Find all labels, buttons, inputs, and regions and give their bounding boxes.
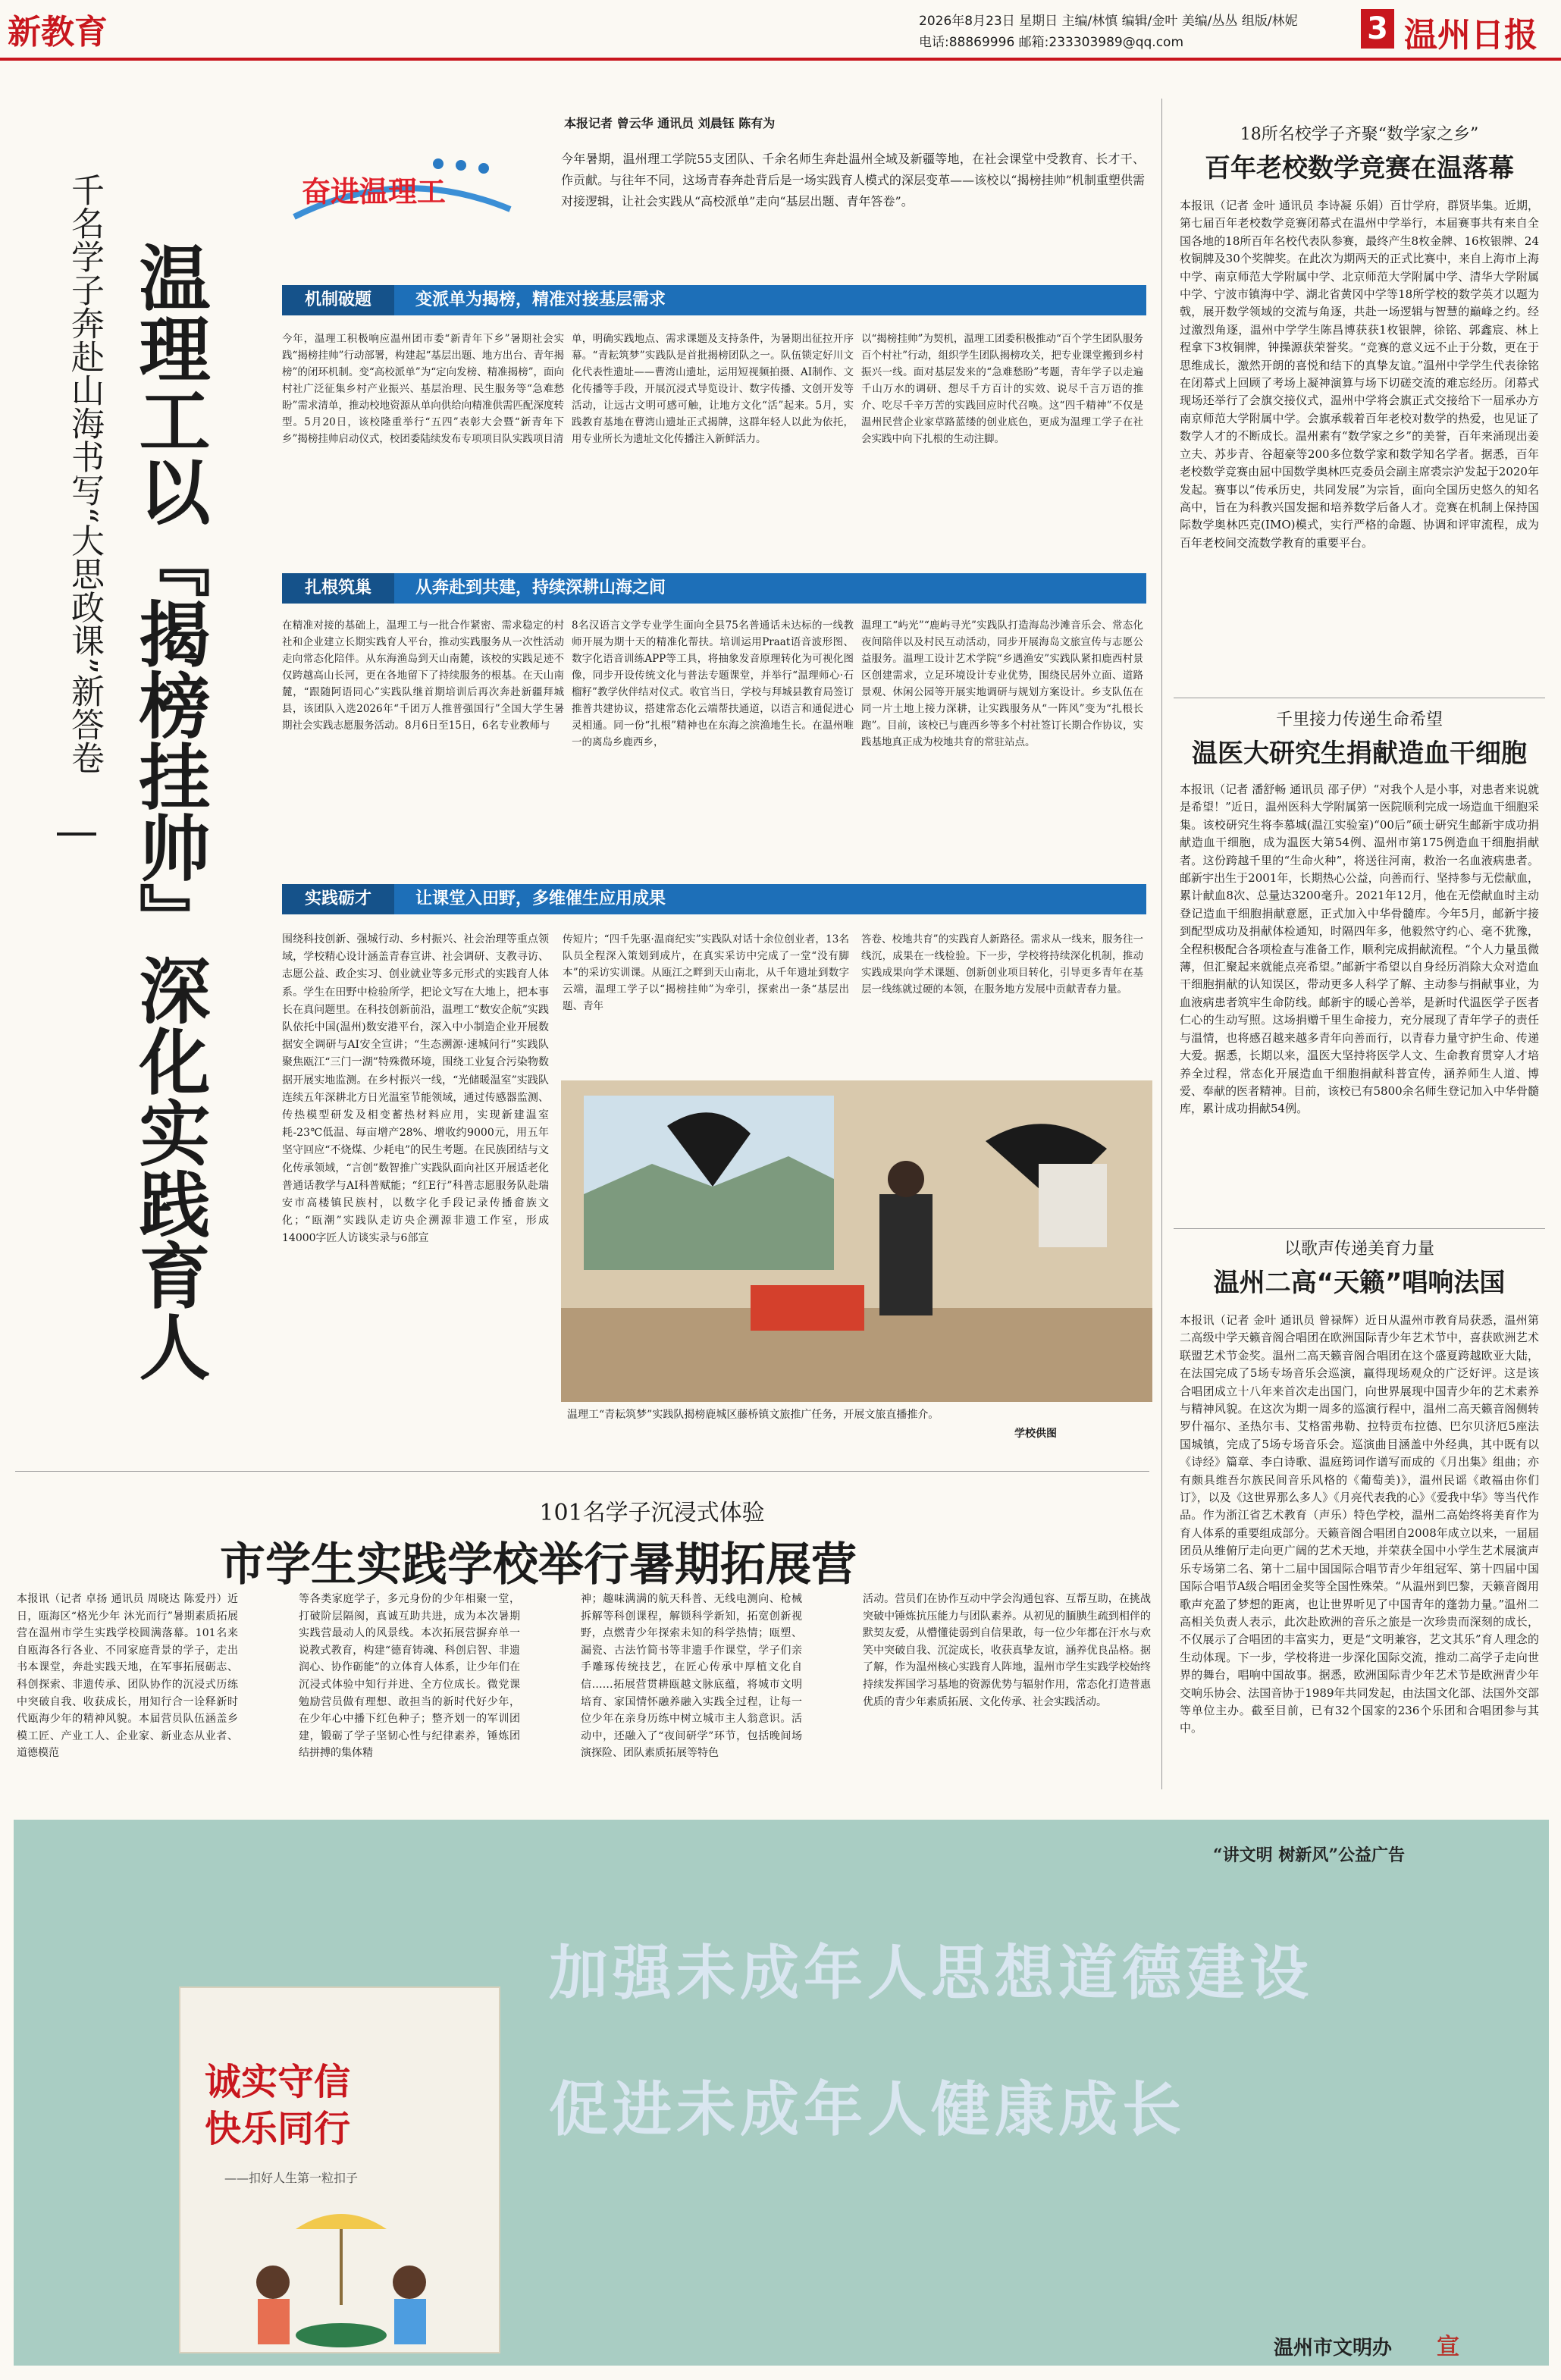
ad-tag: “讲文明 树新风”公益广告: [1213, 1845, 1405, 1865]
ad-slogan-2: 促进未成年人健康成长: [549, 2075, 1186, 2144]
bottom-col-2: 等各类家庭学子，多元身份的少年相聚一堂，打破阶层隔阂，真诚互助共进，成为本次暑期实践营最动人的风景线。本次拓展营摒弃单一说教式教育，构建“德育铸魂、科创启智、非遗润心、协作砺能”的立体育人体系，让少年们在沉浸式体验中知行并进、全方位成长。微党课勉励营员做有理想、敢担当的新时代好少年，在少年心中播下红色种子；整齐划一的军训团建，锻砺了学子坚韧心性与纪律素养，锤炼团结拼搏的集体精: [299, 1593, 520, 1760]
right-1-body: 本报讯（记者 金叶 通讯员 李诗凝 乐娟）百廿学府，群贤毕集。近期，第七届百年老校数学竞赛闭幕式在温州中学举行，本届赛事共有来自全国各地的18所百年名校代表队参赛，最终产生8枚金牌、16枚银牌、24枚铜牌及30个奖牌奖。在此次为期两天的正式比赛中，来自上海市上海中学、南京师范大学附属中学、北京师范大学附属中学、清华大学附属中学、宁波市镇海中学、湖北省黄冈中学等18所学校的数学英才以题为戟，展开数学领域的交流与角逐，共赴一场逻辑与智慧的巅峰之约。经过激烈角逐，温州中学学生陈昌博获获1枚银牌，徐铭、郭鑫宸、林上程拿下3枚铜牌，钟操源获荣誉奖。“竞赛的意义远不止于分数，更在于思维成长，激然开朗的喜悦和结下的真挚友谊。”温州中学学生代表徐铭在闭幕式上回顾了考场上凝神演算与场下切磋交流的难忘经历。闭幕式现场还举行了会旗交接仪式，温州中学将会旗正式交接给下一届承办方南京师范大学附属中学。会旗承载着百年老校对数学的热爱，也见证了数学人才的不断成长。温州素有“数学家之乡”的美誉，百年来涌现出姜立夫、苏步青、谷超豪等200多位数学家和数学知名学者。据悉，百年老校数学竞赛由屈中国数学奥林匹克委员会副主席裘宗沪发起于2020年发起。赛事以“传承历史，共同发展”为宗旨，面向全国历史悠久的知名高中，旨在为科教兴国发掘和培养数学后备人才。竞赛在机制上保持国际数学奥林匹克(IMO)模式，实行严格的命题、协调和评审流程，成为百年老校间交流数学教育的重要平台。: [1180, 199, 1539, 550]
child-icon: [256, 2266, 290, 2299]
photo-caption: 温理工“青耘筑梦”实践队揭榜鹿城区藤桥镇文旅推广任务，开展文旅直播推介。: [567, 1409, 939, 1421]
products: [751, 1285, 864, 1331]
bottom-col-4: 活动。营员们在协作互动中学会沟通包容、互帮互助，在挑战突破中锤炼抗压能力与团队素养。从初见的腼腆生疏到相伴的默契友爱，从懵懂徒弱到自信果敢，每一位少年都在汗水与欢笑中突破自我、沉淀成长，收获真挚友谊，涵养优良品格。据了解，作为温州核心实践育人阵地，温州市学生实践学校始终持续发挥国学习基地的资源优势与辐射作用，常态化打造普惠优质的青少年素质拓展、文化传承、社会实践活动。: [863, 1593, 1151, 1708]
row-divider: [1174, 1228, 1545, 1229]
runner-icon: [478, 163, 489, 174]
section-subtitle: 变派单为揭榜，精准对接基层需求: [415, 290, 666, 309]
lead-intro: 今年暑期，温州理工学院55支团队、千余名师生奔赴温州全域及新疆等地，在社会课堂中受教育、长才干、作贡献。与往年不同，这场青春奔赴背后是一场实践育人模式的深层变革——该校以“揭榜挂帅”机制重塑供需对接逻辑，让社会实践从“高校派单”走向“基层出题、青年答卷”。: [561, 152, 1145, 209]
s3-col-3: 答卷、校地共育”的实践育人新路径。需求从一线来，服务往一线沉，成果在一线检验。下一步，学校将持续深化机制，推动实践成果向学术课题、创新创业项目转化，引导更多青年在基层一线练就过硬的本领，在服务地方发展中贡献青春力量。: [861, 933, 1143, 996]
person: [879, 1194, 933, 1315]
bottom-col-3: 神；趣味满满的航天科普、无线电测向、枪械拆解等科创课程，解锁科学新知，拓宽创新视野，点燃青少年探索未知的科学热情；瓯塑、漏瓷、古法竹简书等非遗手作课堂，学子们亲手雕琢传统技艺，在匠心传承中厚植文化自信……拓展营贯耕瓯越文脉底蕴，将城市文明培育、家国情怀融养融入实践全过程，让每一位少年在亲身历练中树立城市主人翁意识。活动中，还融入了“夜间研学”环节，包括晚间场演探险、团队素质拓展等特色: [581, 1593, 802, 1760]
bottom-col-1: 本报讯（记者 卓扬 通讯员 周晓达 陈爱丹）近日，瓯海区“格光少年 沐光而行”暑期素质拓展营在温州市学生实践学校圆满落幕。101名来自瓯海各行各业、不同家庭背景的学子，走出书本课堂，奔赴实践天地，在军事拓展砺志、科创探索、非遗传承、团队协作的沉浸式历练中突破自我、收获成长，用知行合一诠释新时代瓯海少年的精神风貌。本届营员队伍涵盖乡模工匠、产业工人、企业家、新业态从业者、道德模范: [17, 1593, 238, 1760]
section-bar-1: [282, 285, 1146, 315]
masthead-info: [919, 11, 1298, 53]
child-icon: [393, 2266, 426, 2299]
kicker-rule: [57, 833, 96, 836]
column-logo: [287, 149, 514, 232]
bottom-headline: 市学生实践学校举行暑期拓展营: [220, 1538, 857, 1591]
softbox: [1039, 1164, 1107, 1247]
person-head: [888, 1161, 924, 1197]
bottom-kicker: 101名学子沉浸式体验: [539, 1500, 765, 1526]
right-3-body: 本报讯（记者 金叶 通讯员 曾禄辉）近日从温州市教育局获悉，温州第二高级中学天籁音阁合唱团在欧洲国际青少年艺术节中，喜获欧洲艺术联盟艺术节金奖。温州二高天籁音阁合唱团在这个盛夏跨越欧亚大陆，在法国完成了5场专场音乐会巡演，赢得现场观众的广泛好评。这是该合唱团成立十八年来首次走出国门，向世界展现中国青少年的艺术素养与精神风貌。在这次为期一周多的巡演行程中，温州二高天籁音阁侧转罗什福尔、圣热尔韦、艾格雷弗勒、拉特贡布拉德、巴尔贝济厄5座法国城镇，完成了5场专场音乐会。巡演曲目涵盖中外经典，其中既有以《诗经》篇章、李白诗歌、温庭筠词作谱写而成的《月出集》组曲；亦有颇具维吾尔族民间音乐风格的《葡萄美)》，温州民谣《敢福由你们订》，以及《这世界那么多人》《月亮代表我的心》《爱我中华》等当代作品。作为浙江省艺术教育（声乐）特色学校，温州二高始终将美育作为育人体系的重要组成部分。天籁音阁合唱团自2008年成立以来，一届届团员从维俯厅走向更广阔的艺术天地，并荣获全国中小学生艺术展演声乐专场第二名、第十二届中国国际合唱节青少年组冠军、第十四届中国国际合唱节A级合唱团金奖等全国性殊荣。“从温州到巴黎，天籁音阁用歌声充盈了梦想的距离，也让世界听见了中国青年的蓬勃力量。”温州二高相关负责人表示，此次赴欧洲的音乐之旅是一次珍贵而深刻的成长，不仅展示了合唱团的丰富实力，更是“文明兼容，艺文其乐”育人理念的生动体现。下一步，学校将进一步深化国际交流，推动二高学子走向世界的舞台，唱响中国故事。据悉，欧洲国际青少年艺术节是欧洲青少年交响乐协会、法国音协于1989年共同发起，由法国文化部、法国外交部等单位主办。截至目前，已有32个国家的236个乐团和合唱团参与其中。: [1180, 1313, 1539, 1736]
row-divider: [15, 1471, 1149, 1472]
right-3-headline: 温州二高“天籁”唱响法国: [1213, 1268, 1506, 1298]
section-bar-3: [282, 884, 1146, 914]
photo-illustration: [561, 1080, 1152, 1402]
notebook-subtitle: ——扣好人生第一粒扣子: [224, 2171, 359, 2185]
right-1-kicker: 18所名校学子齐聚“数学家之乡”: [1240, 125, 1479, 144]
section-label: 实践砺才: [282, 884, 394, 914]
runner-icon: [456, 160, 466, 171]
children-illustration: [182, 2199, 500, 2350]
s3-col-2: 传短片；“四千先驱·温商纪实”实践队对话十余位创业者，13名队员全程深入策划到成片，在真实采访中完成了一堂“没有脚本”的采访实训课。从瓯江之畔到天山南北，从千年遗址到数字云端，温理工学子以“揭榜挂帅”为牵引，探索出一条“基层出题、青年: [563, 933, 849, 1012]
right-2-headline: 温医大研究生捐献造血干细胞: [1192, 738, 1527, 769]
section-bar-2: [282, 573, 1146, 604]
lead-byline: 本报记者 曾云华 通讯员 刘晨钰 陈有为: [564, 116, 776, 130]
paper-name: 温州日报: [1404, 16, 1537, 55]
watermelon-icon: [296, 2323, 387, 2347]
s2-col-3: 温理工“屿光”“鹿屿寻光”实践队打造海岛沙滩音乐会、常态化夜间陪伴以及村民互动活动，同步开展海岛文旅宣传与志愿公益服务。温理工设计艺术学院“乡遇渔安”实践队紧扣鹿西村景区创建需求，立足环境设计专业优势，围绕民居外立面、道路景观、休闲公园等开展实地调研与规划方案设计。乡支队伍在同一片土地上接力深耕，让实践服务从“一阵风”变为“扎根长跑”。目前，该校已与鹿西乡等多个村社签订长期合作协议，实践基地真正成为校地共育的常驻站点。: [861, 619, 1143, 748]
s3-col-1: 围绕科技创新、强城行动、乡村振兴、社会治理等重点领域，学校精心设计涵盖青春宣讲、社会调研、支教寻访、志愿公益、政企实习、创业就业等多元形式的实践育人体系。学生在田野中检验所学，把论文写在大地上，把本事长在真问题里。在科技创新前沿，温理工“数安企航”实践队依托中国(温州)数安港平台，深入中小制造企业开展数据安全调研与AI安全宣讲；“生态溯源·速城问行”实践队聚焦瓯江“三门一湖”特殊微环境，围绕工业复合污染物数据开展实地监测。在乡村振兴一线，“光储暖温室”实践队连续五年深耕北方日光温室节能领域，通过传感器监测、传热模型研发及相变蓄热材料应用，实现新建温室耗-23℃低温、每亩增产28%、增收约9000元，用五年坚守回应“不烧煤、少耗电”的民生考题。在民族团结与文化传承领域，“言创”数智推广实践队面向社区开展适老化普通话教学与AI科普赋能；“红E行”科普志愿服务队赴瑞安市高楼镇民族村，以数字化手段记录传播畲族文化；“瓯潮”实践队走访央企溯源非遗工作室，形成14000字匠人访谈实录与6部宣: [282, 933, 549, 1245]
section-label: 机制破题: [282, 285, 394, 315]
lead-headline: 温理工以『揭榜挂帅』深化实践育人: [127, 241, 209, 1381]
s1-col-1: 今年，温理工积极响应温州团市委“新青年下乡”暑期社会实践“揭榜挂帅”行动部署，构建起“基层出题、地方出台、青年揭榜”的闭环机制。变“高校派单”为“定向发榜、精准揭榜”，面向村社广泛征集乡村产业振兴、基层治理、民生服务等“急难愁盼”需求清单，推动校地资源从单向供给向精准供需匹配深度转型。5月20日，该校隆重举行“五四”表彰大会暨“新青年下乡”揭榜挂帅启动仪式，校团委陆续发布专项项目队实践项目清: [282, 333, 565, 445]
right-2-kicker: 千里接力传递生命希望: [1275, 710, 1443, 729]
notebook-title: [205, 2059, 350, 2153]
s1-col-2: 单，明确实践地点、需求课题及支持条件，为暑期出征拉开序幕。“青耘筑梦”实践队是首批揭榜团队之一。队伍锁定好川文化代表性遗址——曹湾山遗址，运用短视频拍摄、AI制作、文化传播等手段，开展沉浸式导览设计、数字传播、文创开发等活动，让远古文明可感可触，让地方文化“活”起来。5月，实践教育基地在曹湾山遗址正式揭牌，这群年轻人以此为依托，用专业所长为遗址文化传播注入新鲜活力。: [572, 333, 854, 445]
lead-photo: [561, 1080, 1152, 1402]
right-2-body: 本报讯（记者 潘舒畅 通讯员 邵子伊）“对我个人是小事，对患者来说就是希望！”近日，温州医科大学附属第一医院顺利完成一场造血干细胞采集。该校研究生将李慕城(温江实验室)“00后”硕士研究生邮新宇成功捐献造血干细胞，成为温医大第54例、温州市第175例造血干细胞捐献者。这份跨越千里的“生命火种”，将送往河南，救治一名血液病患者。邮新宇出生于2001年，长期热心公益，向善而行、坚持参与无偿献血，累计献血8次、总量达3200毫升。2021年12月，他在无偿献血时主动登记造血干细胞捐献意愿，正式加入中华骨髓库。今年5月，邮新宇接到配型成功及捐献体检通知，时隔四年多，他毅然守约心、毫不犹豫，全程积极配合各项检查与准备工作，顺利完成捐献流程。“个人力量虽微薄，但汇聚起来就能点亮希望。”邮新宇希望以自身经历消除大众对造血干细胞捐献的认知误区，带动更多人科学了解、主动参与捐献事业，为血液病患者筑牢生命防线。邮新宇的暖心善举，是新时代温医学子医者仁心的生动写照。这场捐赠千里生命接力，充分展现了青年学子的责任与温情，也将感召越来越多青年向善而行，以青春力量守护生命、传递大爱。据悉，长期以来，温医大坚持将医学人文、生命教育贯穿人才培养全过程，常态化开展造血干细胞捐献科普宣传，涵养师生人道、博爱、奉献的医者精神。目前，该校已有5800余名师生登记加入中华骨髓库，累计成功捐献54例。: [1180, 782, 1539, 1116]
section-subtitle: 从奔赴到共建，持续深耕山海之间: [415, 579, 666, 597]
date-line: 2026年8月23日 星期日 主编/林慎 编辑/金叶 美编/丛丛 组版/林妮: [919, 14, 1298, 29]
notebook-title-line: 快乐同行: [205, 2108, 351, 2150]
right-1-headline: 百年老校数学竞赛在温落幕: [1205, 153, 1514, 183]
section-subtitle: 让课堂入田野，多维催生应用成果: [415, 889, 666, 908]
section-title: 新教育: [8, 13, 108, 52]
right-3-kicker: 以歌声传递美育力量: [1284, 1240, 1434, 1259]
notebook-title-line: 诚实守信: [205, 2061, 351, 2103]
section-label: 扎根筑巢: [282, 573, 394, 604]
ad-organization: 温州市文明办: [1274, 2337, 1393, 2360]
ad-seal: 宣: [1437, 2334, 1459, 2360]
column-divider: [1161, 99, 1162, 1789]
umbrella-icon: [296, 2214, 387, 2229]
header-rule: [0, 58, 1561, 61]
s1-col-3: 以“揭榜挂帅”为契机，温理工团委积极推动“百个学生团队服务百个村社”行动，组织学生团队揭榜攻关，把专业课堂搬到乡村振兴一线。面对基层发来的“急难愁盼”考题，青年学子以走遍千山万水的调研、想尽千方百计的实效、说尽千言万语的推介、吃尽千辛万苦的实践回应时代召唤。这“四千精神”不仅是温州民营企业家草路蓝缕的创业底色，更成为温理工学子在社会实践中向下扎根的生动注脚。: [861, 333, 1143, 445]
photo-credit: 学校供图: [1014, 1428, 1057, 1440]
logo-text: 奋进温理工: [302, 175, 447, 209]
contact-line: 电话:88869996 邮箱:233303989@qq.com: [919, 35, 1184, 50]
ad-slogan-1: 加强未成年人思想道德建设: [549, 1939, 1314, 2008]
s2-col-1: 在精准对接的基础上，温理工与一批合作紧密、需求稳定的村社和企业建立长期实践育人平台，推动实践服务从一次性活动走向常态化陪伴。从东海渔岛到天山南麓，该校的实践足迹不仅跨越高山长河，更在各地留下了持续服务的根基。在天山南麓，“跟随阿语同心”实践队继首期培训后再次奔赴新疆拜城县，该团队入选2026年“千团万人推普强国行”全国大学生暑期社会实践志愿服务活动。8月6日至15日，6名专业教师与: [282, 619, 564, 732]
lead-kicker: 千名学子奔赴山海书写“大思政课”新答卷: [65, 173, 104, 774]
page-number: 3: [1361, 9, 1394, 49]
runner-icon: [433, 158, 444, 169]
s2-col-2: 8名汉语言文学专业学生面向全县75名普通话未达标的一线教师开展为期十天的精准化帮扶。培训运用Praat语音波形图、数字化语音训练APP等工具，将抽象发音原理转化为可视化图像，同步开设传统文化与普法专题课堂，并举行“温理师心·石榴籽”教学伙伴结对仪式。收官当日，学校与拜城县教育局签订推普共建协议，搭建常态化云端帮扶通道，以语言和通促进心灵相通。同一份“扎根”精神也在东海之滨渔地生长。在温州唯一的离岛乡鹿西乡，: [572, 619, 854, 748]
